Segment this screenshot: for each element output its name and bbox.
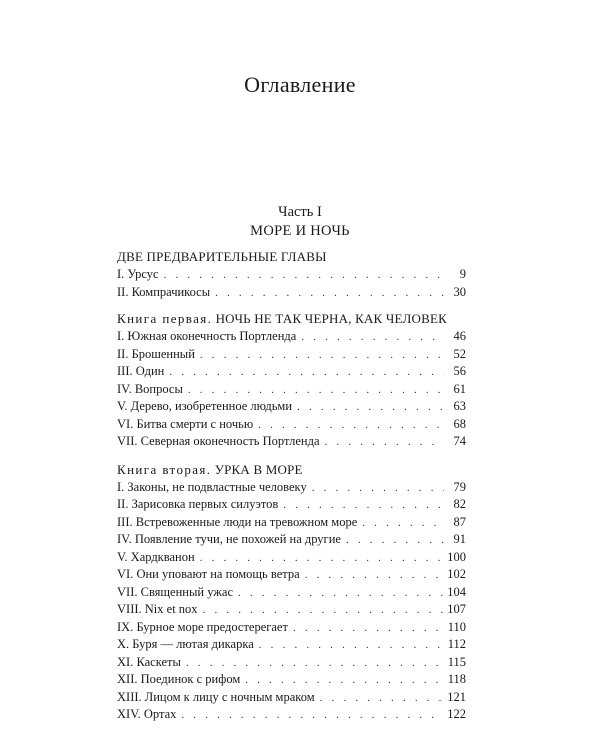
- dot-leader: [362, 515, 444, 532]
- dot-leader: [188, 382, 444, 399]
- toc-entry: [117, 689, 466, 707]
- page-number: 79: [453, 479, 466, 494]
- dot-leader: [293, 620, 444, 637]
- entry-title: VII. Священный ужас: [117, 584, 234, 599]
- toc-entry: [117, 398, 466, 416]
- page-number: 121: [447, 689, 466, 704]
- page-number: 63: [453, 399, 466, 413]
- section-book-label: Книга вторая.: [117, 461, 212, 477]
- dot-leader: [297, 399, 444, 416]
- toc-entry: [117, 619, 466, 637]
- page-number: 104: [447, 584, 466, 599]
- page-number: 87: [453, 514, 466, 529]
- entry-title: XIV. Ортах: [117, 707, 177, 721]
- dot-leader: [283, 497, 444, 514]
- entry-title: IV. Вопросы: [117, 381, 183, 396]
- section-title: ДВЕ ПРЕДВАРИТЕЛЬНЫЕ ГЛАВЫ: [117, 249, 327, 264]
- entry-title: XII. Поединок с рифом: [117, 672, 241, 686]
- entry-title: IV. Появление тучи, не похожей на другие: [117, 532, 341, 546]
- section-heading: [117, 248, 466, 266]
- entry-title: VI. Битва смерти с ночью: [117, 416, 254, 431]
- dot-leader: [258, 417, 444, 434]
- dot-leader: [312, 480, 444, 497]
- dot-leader: [320, 690, 444, 707]
- page-number: 56: [453, 364, 466, 378]
- toc-section: [117, 310, 466, 451]
- page-number: 30: [453, 284, 466, 299]
- toc-entry: [117, 549, 466, 567]
- entry-title: VI. Они уповают на помощь ветра: [117, 567, 300, 581]
- entry-title: XIII. Лицом к лицу с ночным мраком: [117, 689, 315, 704]
- part-title: МОРЕ И НОЧЬ: [250, 223, 350, 239]
- dot-leader: [301, 329, 444, 346]
- dot-leader: [169, 364, 444, 381]
- dot-leader: [346, 532, 444, 549]
- section-title: НОЧЬ НЕ ТАК ЧЕРНА, КАК ЧЕЛОВЕК: [215, 311, 447, 326]
- entry-title: V. Дерево, изобретенное людьми: [117, 399, 293, 413]
- entry-title: X. Буря — лютая дикарка: [117, 637, 254, 651]
- dot-leader: [238, 585, 443, 602]
- page-number: 122: [447, 707, 466, 721]
- page-number: 110: [447, 619, 466, 634]
- entry-title: VIII. Nix et nox: [117, 602, 198, 616]
- dot-leader: [259, 637, 444, 654]
- dot-leader: [200, 347, 444, 364]
- dot-leader: [325, 434, 444, 451]
- toc-entry: [117, 584, 466, 602]
- entry-title: II. Компрачикосы: [117, 284, 211, 299]
- entry-title: II. Брошенный: [117, 346, 195, 361]
- section-title: УРКА В МОРЕ: [214, 461, 303, 477]
- toc-entry: [117, 381, 466, 399]
- table-of-contents: [117, 248, 466, 724]
- toc-entry: [117, 514, 466, 532]
- entry-title: V. Хардкванон: [117, 549, 195, 564]
- toc-entry: [117, 566, 466, 584]
- toc-entry: [117, 654, 466, 672]
- dot-leader: [203, 602, 444, 619]
- entry-title: I. Законы, не подвластные человеку: [117, 479, 307, 494]
- toc-entry: [117, 671, 466, 689]
- toc-entry: [117, 433, 466, 451]
- toc-entry: [117, 328, 466, 346]
- dot-leader: [186, 655, 444, 672]
- page-number: 74: [453, 434, 466, 448]
- entry-title: XI. Каскеты: [117, 654, 181, 669]
- dot-leader: [215, 285, 444, 302]
- part-number: Часть I: [278, 204, 322, 220]
- entry-title: IX. Бурное море предостерегает: [117, 619, 288, 634]
- toc-entry: [117, 346, 466, 364]
- toc-entry: [117, 531, 466, 549]
- toc-entry: [117, 266, 466, 284]
- section-heading: [117, 310, 466, 328]
- page-number: 61: [453, 381, 466, 396]
- entry-title: II. Зарисовка первых силуэтов: [117, 497, 279, 511]
- toc-entry: [117, 284, 466, 302]
- dot-leader: [164, 267, 444, 284]
- page-title: Оглавление: [244, 72, 356, 97]
- page-number: 52: [453, 346, 466, 361]
- toc-section: [117, 248, 466, 301]
- entry-title: VII. Северная оконечность Портленда: [117, 434, 320, 448]
- entry-title: I. Урсус: [117, 267, 159, 281]
- section-book-label: Книга первая.: [117, 311, 213, 326]
- page-number: 115: [447, 654, 466, 669]
- dot-leader: [245, 672, 443, 689]
- dot-leader: [181, 707, 443, 724]
- page-number: 102: [447, 567, 466, 581]
- page-number: 100: [447, 549, 466, 564]
- toc-entry: [117, 601, 466, 619]
- toc-entry: [117, 363, 466, 381]
- entry-title: I. Южная оконечность Портленда: [117, 329, 297, 343]
- toc-entry: [117, 416, 466, 434]
- toc-entry: [117, 706, 466, 724]
- toc-section: [117, 461, 466, 724]
- entry-title: III. Встревоженные люди на тревожном море: [117, 514, 358, 529]
- section-heading: [117, 461, 466, 479]
- toc-entry: [117, 479, 466, 497]
- page-number: 91: [453, 532, 466, 546]
- page-number: 82: [453, 497, 466, 511]
- dot-leader: [200, 550, 444, 567]
- toc-entry: [117, 636, 466, 654]
- page-number: 107: [447, 602, 466, 616]
- page-number: 68: [453, 416, 466, 431]
- page-number: 9: [459, 267, 466, 281]
- dot-leader: [305, 567, 444, 584]
- page-number: 46: [453, 329, 466, 343]
- entry-title: III. Один: [117, 364, 165, 378]
- toc-entry: [117, 496, 466, 514]
- page-number: 112: [447, 637, 466, 651]
- page-number: 118: [447, 672, 466, 686]
